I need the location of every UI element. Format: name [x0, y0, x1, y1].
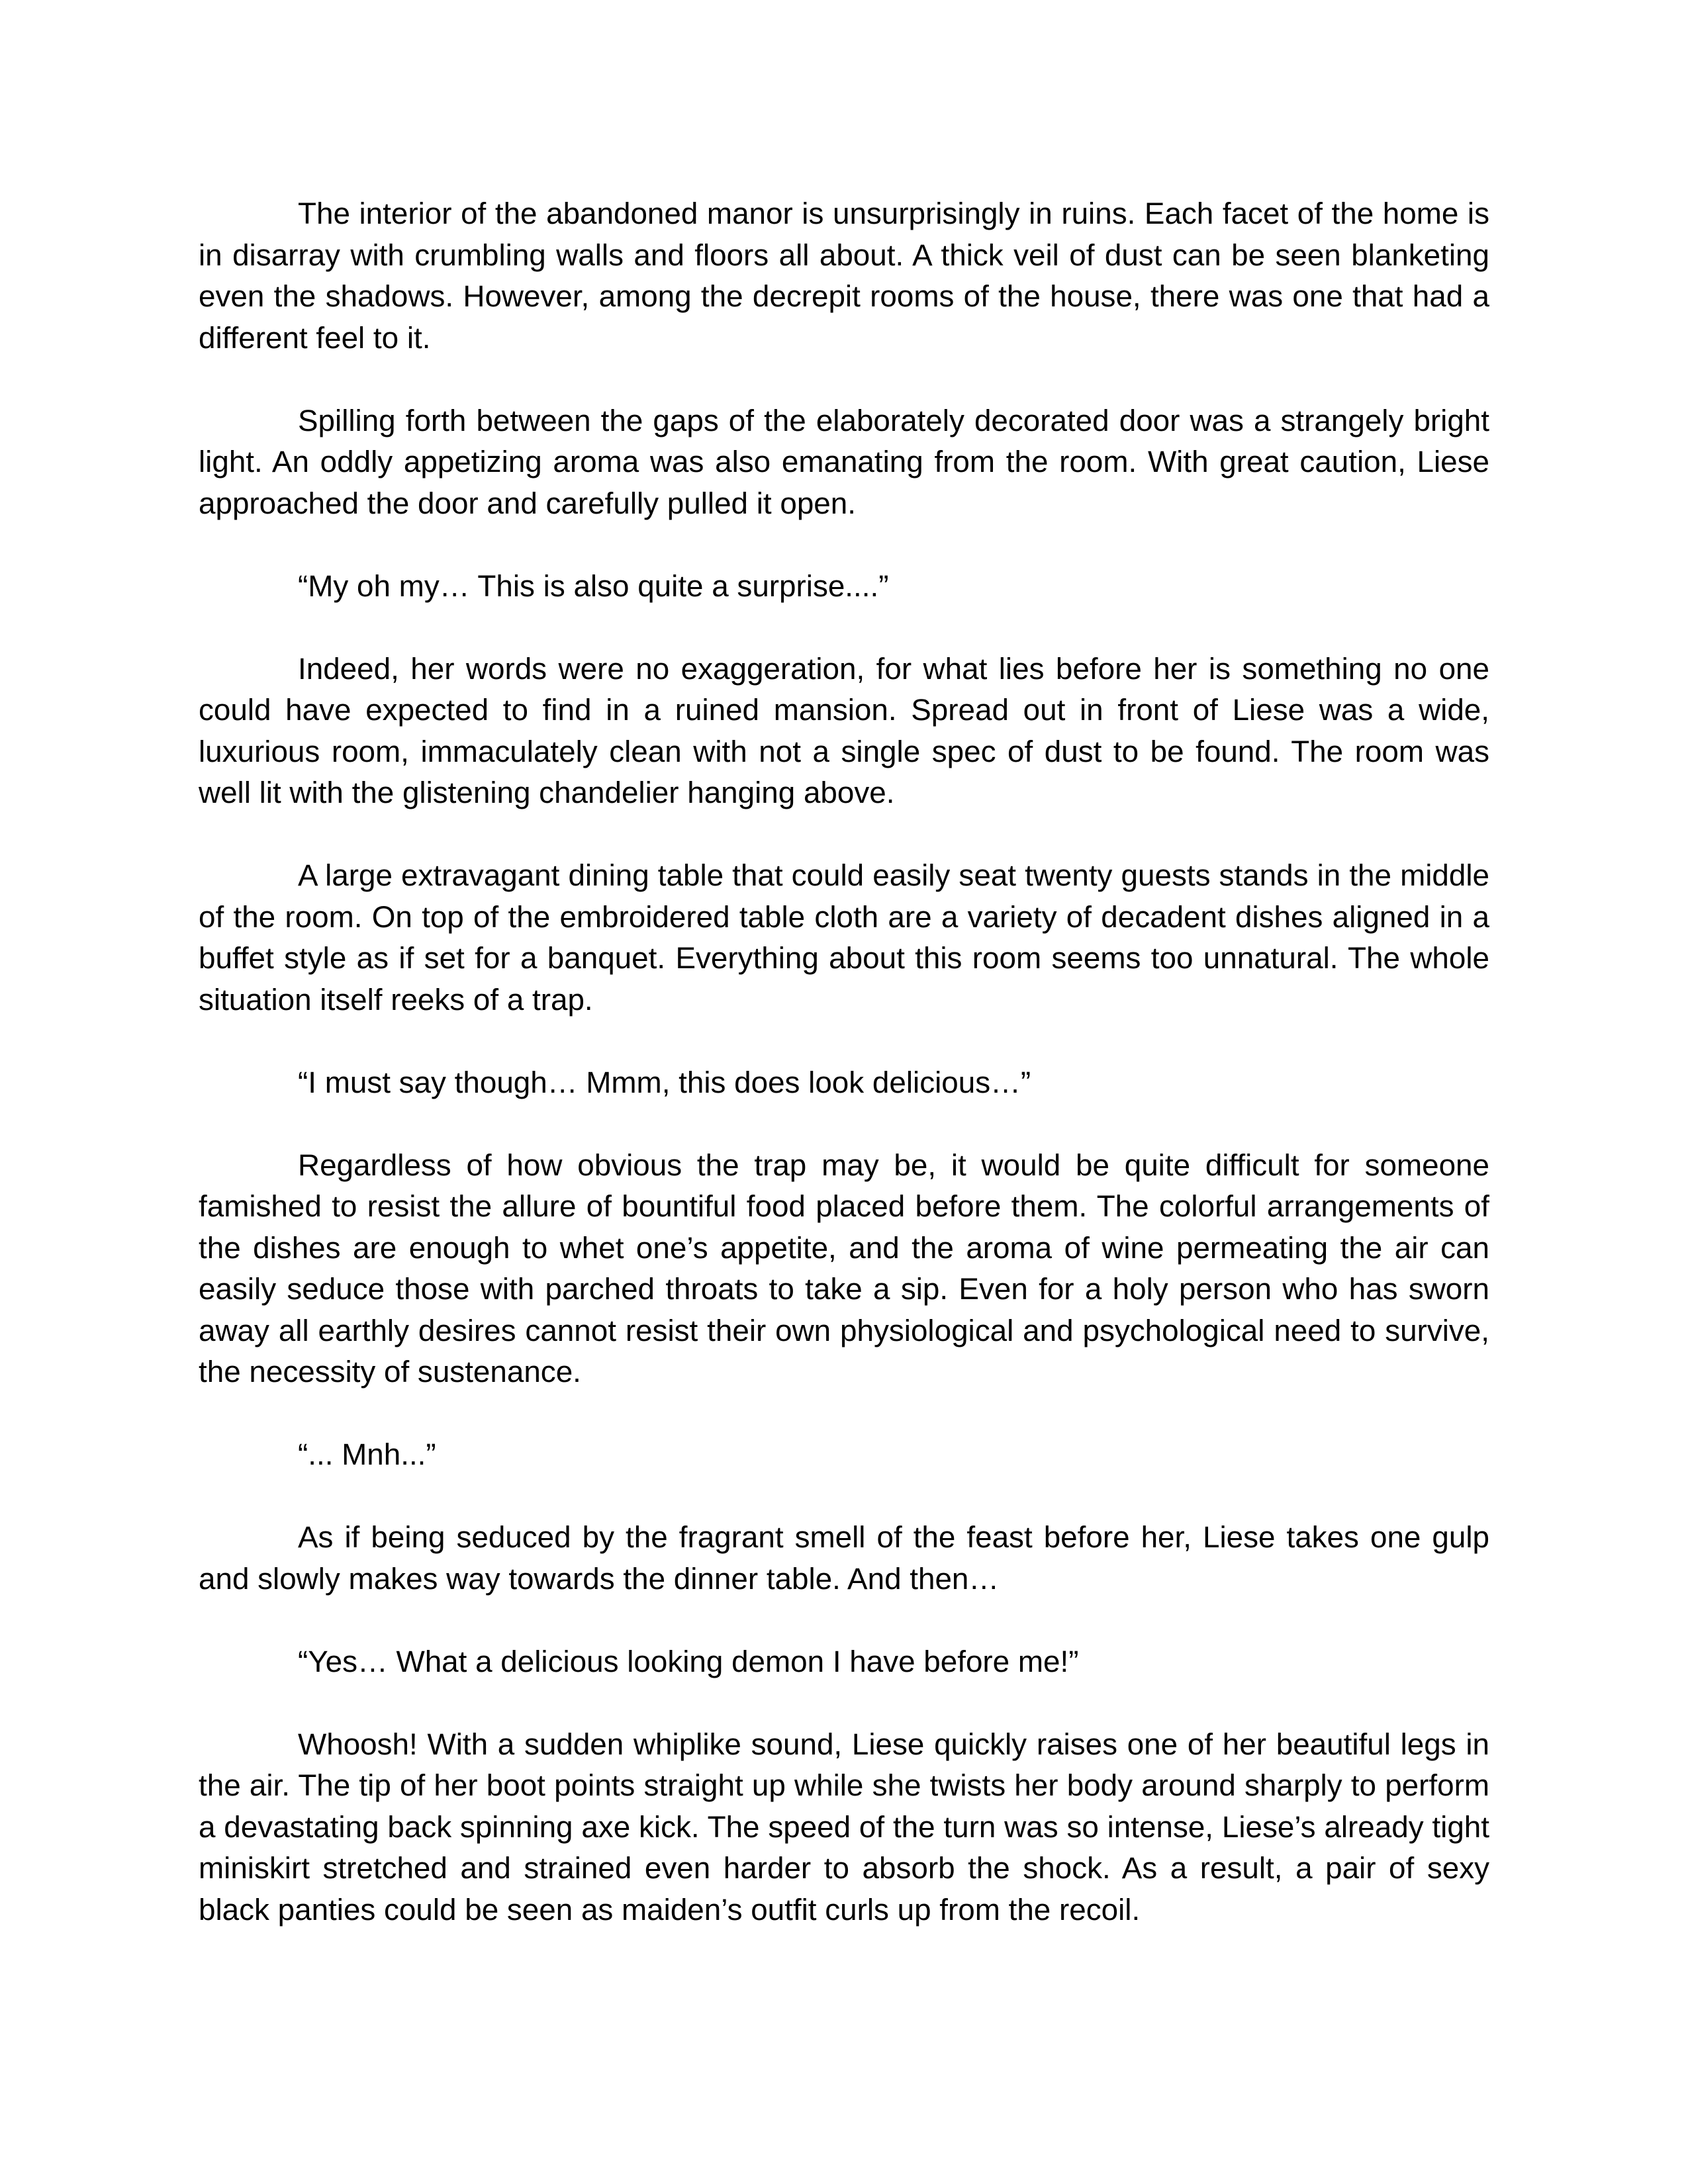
paragraph: The interior of the abandoned manor is unsurprisingly in ruins. Each facet of the home is in disarray with crumbling walls and floors all about. A thick veil of dust can be seen blanketing even the shadows. However, among the decrepit rooms of the house, there was one that had a different feel to it.: [199, 197, 1489, 355]
paragraph: “... Mnh...”: [298, 1437, 436, 1471]
paragraph: Indeed, her words were no exaggeration, for what lies before her is something no one could have expected to find in a ruined mansion. Spread out in front of Liese was a wide, luxurious room, immaculately clean with not a single spec of dust to be found. The room was well lit with the glistening chandelier hanging above.: [199, 651, 1489, 809]
paragraph: “I must say though… Mmm, this does look delicious…”: [298, 1065, 1031, 1099]
paragraph: Regardless of how obvious the trap may be, it would be quite difficult for someone famished to resist the allure of bountiful food placed before them. The colorful arrangements of the dishes are enough to whet one’s appetite, and the aroma of wine permeating the air can easily seduce those with parched throats to take a sip. Even for a holy person who has sworn away all earthly desires cannot resist their own physiological and psychological need to survive, the necessity of sustenance.: [199, 1148, 1489, 1388]
paragraph: A large extravagant dining table that could easily seat twenty guests stands in the middle of the room. On top of the embroidered table cloth are a variety of decadent dishes aligned in a buffet style as if set for a banquet. Everything about this room seems too unnatural. The whole situation itself reeks of a trap.: [199, 858, 1489, 1017]
paragraph: Spilling forth between the gaps of the elaborately decorated door was a strangely bright light. An oddly appetizing aroma was also emanating from the room. With great caution, Liese approached the door and carefully pulled it open.: [199, 403, 1489, 520]
text-body: [199, 193, 1489, 1972]
paragraph: “Yes… What a delicious looking demon I have before me!”: [298, 1644, 1079, 1678]
paragraph: As if being seduced by the fragrant smell of the feast before her, Liese takes one gulp and slowly makes way towards the dinner table. And then…: [199, 1520, 1489, 1596]
paragraph: “My oh my… This is also quite a surprise....”: [298, 569, 889, 603]
paragraph: Whoosh! With a sudden whiplike sound, Liese quickly raises one of her beautiful legs in the air. The tip of her boot points straight up while she twists her body around sharply to perform a devastating back spinning axe kick. The speed of the turn was so intense, Liese’s already tight miniskirt stretched and strained even harder to absorb the shock. As a result, a pair of sexy black panties could be seen as maiden’s outfit curls up from the recoil.: [199, 1727, 1489, 1927]
